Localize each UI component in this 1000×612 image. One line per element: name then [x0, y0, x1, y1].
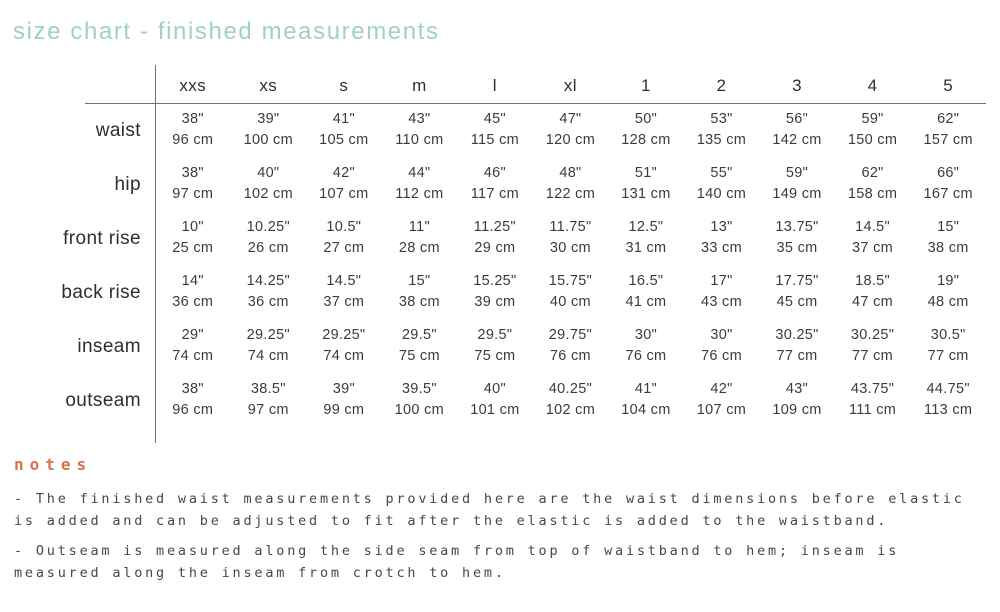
measurement-cell	[684, 319, 760, 373]
measurement-cell	[155, 265, 231, 319]
measurement-cell	[382, 319, 458, 373]
inches-value: 39.5"	[401, 381, 437, 397]
inches-value: 55"	[710, 165, 733, 181]
inches-value: 12.5"	[628, 219, 664, 235]
inches-value: 10.25"	[246, 219, 290, 235]
cm-value: 47 cm	[852, 294, 894, 310]
inches-value: 15.25"	[473, 273, 517, 289]
cm-value: 36 cm	[247, 294, 289, 310]
size-column-header: 4	[867, 75, 878, 95]
measurement-cell	[306, 103, 382, 157]
inches-value: 41"	[332, 111, 355, 127]
inches-value: 38"	[181, 165, 204, 181]
measurement-cell	[910, 103, 986, 157]
notes-heading: notes	[14, 455, 93, 474]
cm-value: 27 cm	[323, 240, 365, 256]
inches-value: 11"	[408, 219, 430, 235]
page-title: size chart - finished measurements	[13, 18, 440, 45]
measurement-cell	[608, 103, 684, 157]
measurement-cell	[457, 319, 533, 373]
size-column-header: xl	[563, 75, 577, 95]
cm-value: 43 cm	[700, 294, 742, 310]
cm-value: 38 cm	[398, 294, 440, 310]
cm-value: 30 cm	[549, 240, 591, 256]
inches-value: 10.5"	[326, 219, 362, 235]
cm-value: 39 cm	[474, 294, 516, 310]
cm-value: 158 cm	[847, 186, 898, 202]
inches-value: 14.5"	[326, 273, 362, 289]
measurement-cell	[231, 103, 307, 157]
size-table	[0, 68, 986, 427]
cm-value: 76 cm	[625, 348, 667, 364]
measurement-cell	[910, 211, 986, 265]
cm-value: 113 cm	[924, 402, 973, 418]
inches-value: 11.75"	[549, 219, 592, 235]
row-label: hip	[114, 173, 141, 195]
size-column-header: m	[412, 75, 427, 95]
measurement-cell	[231, 319, 307, 373]
inches-value: 14"	[181, 273, 204, 289]
measurement-cell	[231, 373, 307, 427]
measurement-cell	[457, 211, 533, 265]
inches-value: 47"	[559, 111, 582, 127]
measurement-cell	[684, 211, 760, 265]
inches-value: 40"	[257, 165, 280, 181]
inches-value: 43"	[785, 381, 809, 397]
cm-value: 77 cm	[776, 348, 818, 364]
measurement-cell	[759, 265, 835, 319]
inches-value: 13.75"	[775, 219, 819, 235]
inches-value: 66"	[937, 165, 960, 181]
measurement-row	[0, 373, 986, 427]
measurement-row	[0, 157, 986, 211]
measurement-cell	[835, 211, 911, 265]
measurement-row	[0, 265, 986, 319]
cm-value: 135 cm	[696, 132, 747, 148]
cm-value: 33 cm	[700, 240, 742, 256]
inches-value: 59"	[785, 165, 809, 181]
measurement-cell	[231, 157, 307, 211]
measurement-cell	[759, 211, 835, 265]
measurement-cell	[231, 211, 307, 265]
note-waist-elastic: - The finished waist measurements provided here are the waist dimensions before elastic is added and can be adjusted to fit after the elastic is added to the waistband.	[14, 491, 965, 529]
cm-value: 120 cm	[545, 132, 596, 148]
inches-value: 53"	[710, 111, 733, 127]
cm-value: 99 cm	[323, 402, 365, 418]
corner-cell	[0, 68, 155, 103]
measurement-cell	[533, 373, 609, 427]
measurement-cell	[608, 157, 684, 211]
cm-value: 102 cm	[243, 186, 293, 202]
measurement-cell	[759, 373, 835, 427]
header-row	[0, 68, 986, 103]
measurement-cell	[608, 373, 684, 427]
size-table-header	[0, 68, 986, 103]
measurement-cell	[306, 265, 382, 319]
cm-value: 131 cm	[621, 186, 671, 202]
cm-value: 96 cm	[172, 402, 214, 418]
cm-value: 75 cm	[474, 348, 516, 364]
cm-value: 38 cm	[927, 240, 969, 256]
inches-value: 30.5"	[930, 327, 966, 343]
inches-value: 18.5"	[855, 273, 890, 289]
cm-value: 140 cm	[696, 186, 747, 202]
measurement-cell	[457, 157, 533, 211]
measurement-cell	[759, 157, 835, 211]
cm-value: 76 cm	[700, 348, 742, 364]
size-column-header: xs	[259, 75, 278, 95]
size-column-header: s	[339, 75, 349, 95]
inches-value: 45"	[483, 111, 506, 127]
inches-value: 30.25"	[775, 327, 819, 343]
cm-value: 37 cm	[323, 294, 365, 310]
cm-value: 112 cm	[395, 186, 444, 202]
inches-value: 29.25"	[322, 327, 366, 343]
measurement-cell	[533, 265, 609, 319]
cm-value: 36 cm	[172, 294, 214, 310]
cm-value: 100 cm	[394, 402, 445, 418]
cm-value: 105 cm	[319, 132, 369, 148]
measurement-cell	[910, 265, 986, 319]
inches-value: 29.25"	[246, 327, 290, 343]
cm-value: 77 cm	[852, 348, 894, 364]
measurement-cell	[155, 211, 231, 265]
measurement-cell	[382, 157, 458, 211]
cm-value: 45 cm	[776, 294, 818, 310]
cm-value: 97 cm	[247, 402, 289, 418]
measurement-cell	[835, 265, 911, 319]
cm-value: 29 cm	[474, 240, 516, 256]
note-outseam-inseam: - Outseam is measured along the side seam from top of waistband to hem; inseam is measured along the inseam from crotch to hem.	[14, 543, 900, 581]
cm-value: 41 cm	[625, 294, 667, 310]
cm-value: 107 cm	[696, 402, 747, 418]
measurement-cell	[835, 373, 911, 427]
cm-value: 167 cm	[923, 186, 973, 202]
cm-value: 117 cm	[470, 186, 520, 202]
inches-value: 17.75"	[775, 273, 819, 289]
measurement-cell	[382, 211, 458, 265]
size-column-header: 1	[641, 75, 651, 95]
measurement-row	[0, 319, 986, 373]
cm-value: 26 cm	[247, 240, 289, 256]
cm-value: 75 cm	[398, 348, 440, 364]
measurement-row	[0, 103, 986, 157]
size-column-header: 2	[716, 75, 727, 95]
inches-value: 29.5"	[477, 327, 513, 343]
inches-value: 48"	[559, 165, 582, 181]
inches-value: 30.25"	[850, 327, 895, 343]
measurement-cell	[457, 103, 533, 157]
cm-value: 142 cm	[772, 132, 822, 148]
measurement-cell	[910, 319, 986, 373]
measurement-cell	[684, 103, 760, 157]
inches-value: 39"	[257, 111, 280, 127]
measurement-cell	[684, 373, 760, 427]
inches-value: 19"	[937, 273, 960, 289]
inches-value: 62"	[861, 165, 884, 181]
measurement-cell	[608, 319, 684, 373]
cm-value: 40 cm	[549, 294, 591, 310]
inches-value: 59"	[861, 111, 884, 127]
cm-value: 76 cm	[549, 348, 591, 364]
cm-value: 48 cm	[927, 294, 969, 310]
cm-value: 74 cm	[172, 348, 214, 364]
inches-value: 44.75"	[926, 381, 970, 397]
cm-value: 109 cm	[772, 402, 822, 418]
inches-value: 38"	[181, 381, 204, 397]
size-table-body	[0, 103, 986, 427]
row-label: waist	[95, 119, 141, 141]
measurement-cell	[684, 157, 760, 211]
cm-value: 28 cm	[398, 240, 440, 256]
row-label: outseam	[65, 389, 141, 411]
row-label: front rise	[63, 227, 141, 249]
measurement-cell	[382, 373, 458, 427]
inches-value: 51"	[634, 165, 658, 181]
cm-value: 31 cm	[625, 240, 667, 256]
inches-value: 30"	[710, 327, 733, 343]
cm-value: 101 cm	[470, 402, 520, 418]
measurement-cell	[533, 157, 609, 211]
measurement-cell	[306, 373, 382, 427]
inches-value: 38.5"	[250, 381, 286, 397]
inches-value: 29.75"	[548, 327, 593, 343]
inches-value: 15.75"	[548, 273, 593, 289]
cm-value: 107 cm	[319, 186, 369, 202]
measurement-cell	[382, 103, 458, 157]
inches-value: 17"	[710, 273, 733, 289]
cm-value: 96 cm	[172, 132, 214, 148]
inches-value: 15"	[408, 273, 431, 289]
cm-value: 122 cm	[545, 186, 596, 202]
inches-value: 42"	[332, 165, 355, 181]
measurement-cell	[835, 103, 911, 157]
row-label: inseam	[77, 335, 141, 357]
measurement-cell	[608, 211, 684, 265]
cm-value: 115 cm	[470, 132, 520, 148]
inches-value: 10"	[181, 219, 204, 235]
measurement-cell	[759, 319, 835, 373]
cm-value: 104 cm	[621, 402, 671, 418]
inches-value: 29.5"	[401, 327, 437, 343]
measurement-cell	[231, 265, 307, 319]
inches-value: 41"	[634, 381, 658, 397]
measurement-cell	[533, 103, 609, 157]
cm-value: 102 cm	[545, 402, 596, 418]
inches-value: 40"	[483, 381, 506, 397]
measurement-cell	[306, 211, 382, 265]
cm-value: 149 cm	[772, 186, 822, 202]
inches-value: 15"	[937, 219, 960, 235]
size-column-header: l	[492, 75, 497, 95]
inches-value: 46"	[483, 165, 506, 181]
measurement-cell	[910, 373, 986, 427]
measurement-cell	[533, 319, 609, 373]
inches-value: 14.5"	[855, 219, 890, 235]
inches-value: 39"	[332, 381, 355, 397]
cm-value: 74 cm	[247, 348, 289, 364]
cm-value: 35 cm	[776, 240, 818, 256]
inches-value: 56"	[785, 111, 809, 127]
measurement-cell	[155, 103, 231, 157]
inches-value: 16.5"	[628, 273, 664, 289]
cm-value: 110 cm	[395, 132, 444, 148]
cm-value: 150 cm	[847, 132, 898, 148]
cm-value: 100 cm	[243, 132, 293, 148]
measurement-cell	[306, 319, 382, 373]
measurement-cell	[155, 373, 231, 427]
inches-value: 50"	[634, 111, 658, 127]
size-column-header: xxs	[179, 75, 207, 95]
measurement-cell	[533, 211, 609, 265]
measurement-cell	[457, 265, 533, 319]
cm-value: 74 cm	[323, 348, 365, 364]
inches-value: 14.25"	[246, 273, 290, 289]
measurement-cell	[382, 265, 458, 319]
cm-value: 37 cm	[852, 240, 894, 256]
cm-value: 157 cm	[923, 132, 973, 148]
inches-value: 40.25"	[548, 381, 593, 397]
cm-value: 97 cm	[172, 186, 214, 202]
measurement-cell	[155, 157, 231, 211]
measurement-cell	[457, 373, 533, 427]
inches-value: 43"	[408, 111, 431, 127]
inches-value: 44"	[408, 165, 431, 181]
measurement-cell	[306, 157, 382, 211]
inches-value: 43.75"	[850, 381, 895, 397]
row-label: back rise	[61, 281, 141, 303]
inches-value: 11.25"	[473, 219, 516, 235]
size-column-header: 5	[943, 75, 954, 95]
inches-value: 30"	[634, 327, 658, 343]
cm-value: 25 cm	[172, 240, 214, 256]
measurement-cell	[835, 319, 911, 373]
measurement-cell	[155, 319, 231, 373]
measurement-cell	[910, 157, 986, 211]
measurement-cell	[759, 103, 835, 157]
inches-value: 38"	[181, 111, 204, 127]
inches-value: 13"	[710, 219, 733, 235]
measurement-cell	[608, 265, 684, 319]
measurement-cell	[835, 157, 911, 211]
inches-value: 62"	[937, 111, 960, 127]
measurement-row	[0, 211, 986, 265]
size-column-header: 3	[792, 75, 802, 95]
inches-value: 29"	[181, 327, 204, 343]
cm-value: 77 cm	[927, 348, 969, 364]
cm-value: 128 cm	[621, 132, 671, 148]
cm-value: 111 cm	[848, 402, 897, 418]
inches-value: 42"	[710, 381, 733, 397]
measurement-cell	[684, 265, 760, 319]
